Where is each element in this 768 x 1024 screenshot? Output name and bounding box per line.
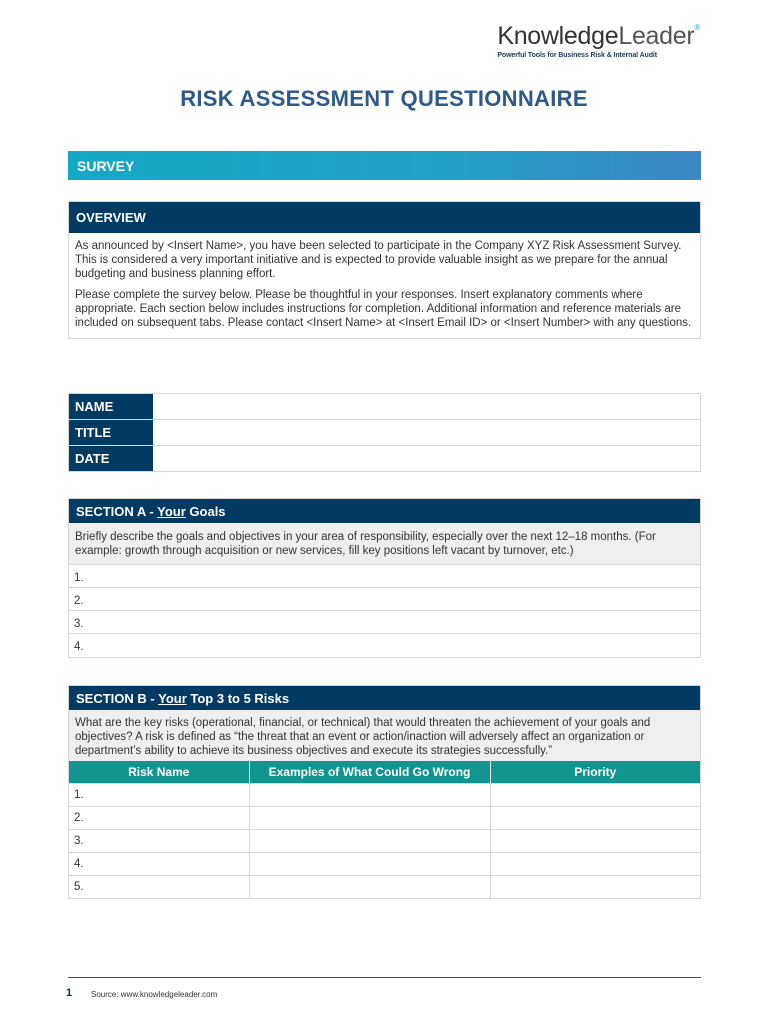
section-b-description: What are the key risks (operational, financial, or technical) that would threaten the achievement of your goals and objectives? A risk is defined as “the threat that an event or action/inaction will adversely affect an organization or department’s ability to achieve its business objectives and execute its strategies successfully.” <box>69 710 700 761</box>
overview-paragraph-2: Please complete the survey below. Please be thoughtful in your responses. Insert explanatory comments where appropriate. Each section below includes instructions for completion. Additional information and reference materials are included on subsequent tabs. Please contact <Insert Name> at <Insert Email ID> or <Insert Number> with any questions. <box>75 289 692 329</box>
section-a-description: Briefly describe the goals and objectives in your area of responsibility, especially over the next 12–18 months. (For example: growth through acquisition or new services, fill key positions left vacant by turnover, etc.) <box>69 523 700 565</box>
goal-row[interactable]: 4. <box>74 641 84 653</box>
overview-section <box>68 201 701 339</box>
overview-body <box>69 233 700 338</box>
section-a-heading: SECTION A - Your Goals <box>69 499 700 523</box>
risk-name-cell[interactable]: 2. <box>69 807 249 830</box>
overview-paragraph-1: As announced by <Insert Name>, you have been selected to participate in the Company XYZ Risk Assessment Survey. This is considered a very important initiative and is expected to provide valuable insight as we prepare for the annual budgeting and business planning effort. <box>75 240 682 280</box>
section-b <box>68 685 701 899</box>
footer-divider <box>68 977 701 978</box>
page-number: 1 <box>66 987 73 999</box>
section-b-heading: SECTION B - Your Top 3 to 5 Risks <box>69 686 700 710</box>
risk-name-cell[interactable]: 3. <box>69 830 249 853</box>
knowledgeleader-logo <box>497 24 700 59</box>
logo-tagline: Powerful Tools for Business Risk & Internal Audit <box>497 52 657 59</box>
page-title: RISK ASSESSMENT QUESTIONNAIRE <box>180 86 588 111</box>
name-field[interactable] <box>153 394 700 419</box>
title-label: TITLE <box>69 420 153 445</box>
survey-banner: SURVEY <box>68 151 701 180</box>
overview-heading: OVERVIEW <box>69 202 700 233</box>
name-label: NAME <box>69 394 153 419</box>
examples-cell[interactable] <box>249 853 490 876</box>
table-row <box>69 807 700 830</box>
goal-row[interactable]: 3. <box>69 611 700 634</box>
info-row-name <box>68 393 701 420</box>
priority-cell[interactable] <box>490 876 700 899</box>
logo-wordmark: KnowledgeLeader® <box>497 22 700 50</box>
examples-cell[interactable] <box>249 807 490 830</box>
examples-cell[interactable] <box>249 876 490 899</box>
priority-cell[interactable] <box>490 853 700 876</box>
column-header-examples: Examples of What Could Go Wrong <box>249 761 490 784</box>
respondent-info-table <box>68 393 701 472</box>
examples-cell[interactable] <box>249 830 490 853</box>
table-row <box>69 876 700 899</box>
priority-cell[interactable] <box>490 830 700 853</box>
info-row-title <box>68 420 701 446</box>
date-label: DATE <box>69 446 153 471</box>
priority-cell[interactable] <box>490 807 700 830</box>
priority-cell[interactable] <box>490 784 700 807</box>
column-header-priority: Priority <box>490 761 700 784</box>
goal-row[interactable]: 2. <box>69 588 700 611</box>
goal-row[interactable]: 1. <box>69 565 700 588</box>
title-field[interactable] <box>153 420 700 445</box>
risk-table-header <box>69 761 700 784</box>
table-row <box>69 853 700 876</box>
column-header-risk-name: Risk Name <box>69 761 249 784</box>
examples-cell[interactable] <box>249 784 490 807</box>
date-field[interactable] <box>153 446 700 471</box>
risk-name-cell[interactable]: 5. <box>69 876 249 899</box>
source-note: Source: www.knowledgeleader.com <box>91 990 218 999</box>
risk-table <box>69 761 700 898</box>
risk-name-cell[interactable]: 4. <box>69 853 249 876</box>
table-row <box>69 830 700 853</box>
table-row <box>69 784 700 807</box>
section-a <box>68 498 701 658</box>
risk-name-cell[interactable]: 1. <box>69 784 249 807</box>
info-row-date <box>68 446 701 472</box>
